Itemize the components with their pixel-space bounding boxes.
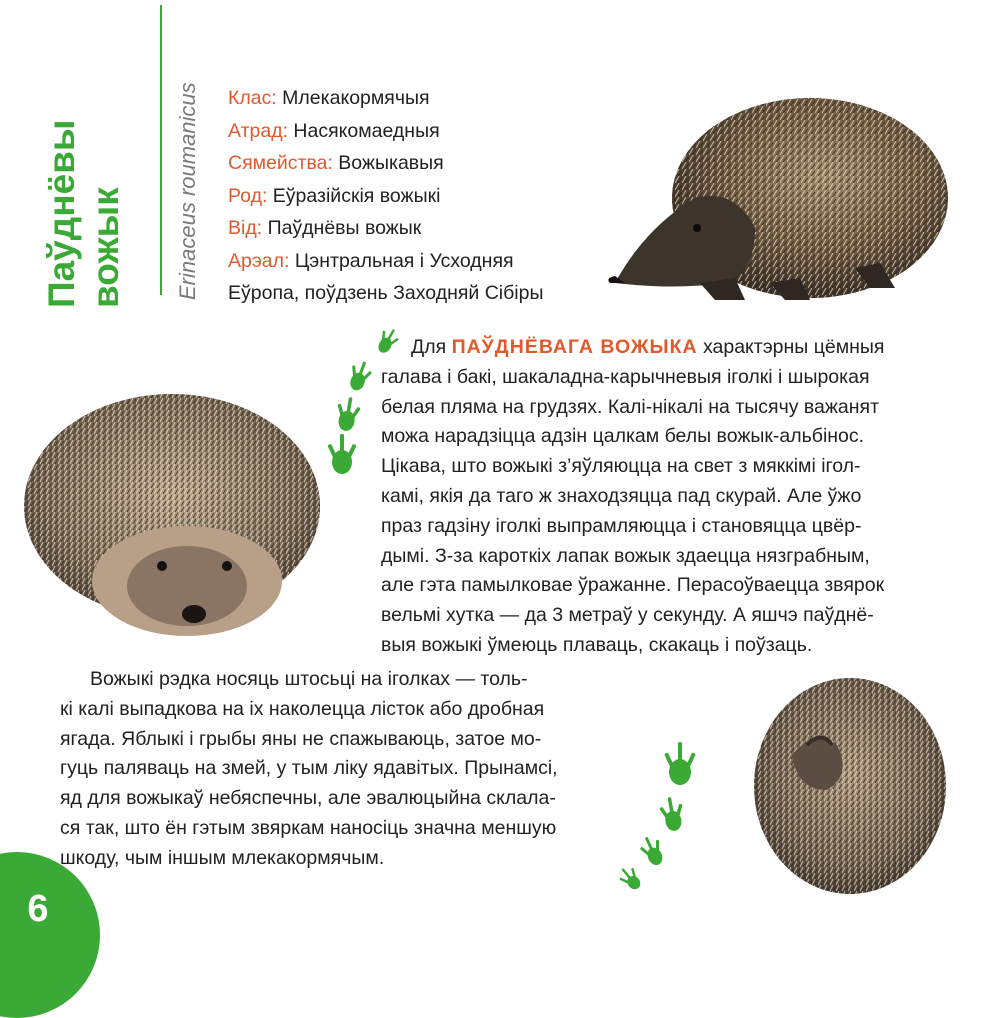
taxonomy-key: Клас: bbox=[228, 87, 277, 109]
paragraph-line: камі, якія да таго ж знаходзяцца пад скурай. Але ўжо bbox=[381, 484, 862, 507]
hedgehog-curled-photo bbox=[752, 675, 948, 897]
paragraph-line bbox=[381, 333, 951, 363]
taxonomy-row bbox=[228, 82, 544, 115]
paragraph-line: Цікава, што вожыкі з’яўляюцца на свет з мяккімі ігол- bbox=[381, 455, 861, 478]
taxonomy-row bbox=[228, 245, 544, 278]
title-divider bbox=[160, 5, 162, 295]
hedgehog-side-photo bbox=[605, 78, 950, 306]
taxonomy-row bbox=[228, 147, 544, 180]
taxonomy-list bbox=[228, 82, 544, 310]
taxonomy-value: Вожыкавыя bbox=[338, 152, 444, 174]
taxonomy-value: Цэнтральная і Усходняя bbox=[294, 249, 514, 272]
paragraph-line: кі калі выпадкова на іх наколецца лісток або дробная bbox=[60, 697, 545, 720]
paragraph-line: можа нарадзіцца адзін цалкам белы вожык-альбінос. bbox=[381, 425, 865, 448]
footprint-icon bbox=[637, 833, 669, 869]
page-number-badge bbox=[0, 852, 100, 1018]
taxonomy-key: Атрад: bbox=[228, 119, 288, 142]
paragraph-line: гуць паляваць на змей, у тым ліку ядавітых. Прынамсі, bbox=[60, 757, 558, 780]
footprint-icon bbox=[664, 742, 696, 785]
footprint-icon bbox=[345, 358, 375, 393]
taxonomy-key: Род: bbox=[228, 184, 268, 207]
paragraph-line: яд для вожыкаў небяспечны, але эвалюцыйна склала- bbox=[60, 787, 556, 810]
paragraph-line: ся так, што ён гэтым звяркам наносіць значна меншую bbox=[60, 816, 557, 839]
hedgehog-front-photo bbox=[22, 386, 322, 638]
taxonomy-key: Сямейства: bbox=[228, 152, 333, 174]
after-highlight: характэрны цёмныя bbox=[702, 336, 885, 358]
taxonomy-row: Еўропа, поўдзень Заходняй Сібіры bbox=[228, 282, 544, 304]
title-block bbox=[40, 108, 160, 308]
paragraph-line: вельмі хутка — да 3 метраў у секунду. А яшчэ паўднё- bbox=[381, 604, 874, 627]
taxonomy-key: Від: bbox=[228, 217, 263, 239]
taxonomy-row bbox=[228, 180, 544, 213]
paragraph-line: галава і бакі, шакаладна-карычневыя іголкі і шырокая bbox=[381, 365, 870, 388]
paragraph-line: белая пляма на грудзях. Калі-нікалі на тысячу важанят bbox=[381, 395, 880, 418]
page-number: 6 bbox=[27, 888, 49, 930]
paragraph-line: дымі. З-за кароткіх лапак вожык здаецца нязграбным, bbox=[381, 544, 870, 567]
paragraph-line: Вожыкі рэдка носяць штосьці на іголках — толь- bbox=[90, 668, 528, 690]
taxonomy-value: Еўразійскія вожыкі bbox=[272, 184, 441, 207]
taxonomy-value: Насякомаедныя bbox=[293, 119, 440, 142]
species-highlight: ПАЎДНЁВАГА ВОЖЫКА bbox=[451, 336, 698, 358]
latin-block bbox=[170, 80, 206, 300]
intro-word: Для bbox=[411, 336, 447, 358]
paragraph-line: але гэта памылковае ўражанне. Перасоўваецца звярок bbox=[381, 574, 885, 597]
paragraph-line: ягада. Яблыкі і грыбы яны не спажываюць, затое мо- bbox=[60, 727, 542, 750]
taxonomy-row bbox=[228, 115, 544, 148]
paragraph-2 bbox=[60, 665, 640, 874]
taxonomy-value: Млекакормячыя bbox=[282, 87, 430, 109]
taxonomy-value: Паўднёвы вожык bbox=[267, 217, 422, 239]
footprint-icon bbox=[658, 795, 687, 833]
latin-name: Erinaceus roumanicus bbox=[175, 82, 200, 300]
footprint-icon bbox=[333, 395, 362, 433]
paragraph-line: праз гадзіну іголкі выпрамляюцца і становяцца цвёр- bbox=[381, 514, 862, 537]
paragraph-line: шкоду, чым іншым млекакормячым. bbox=[60, 846, 385, 869]
paragraph-1 bbox=[381, 333, 951, 661]
taxonomy-key: Арэал: bbox=[228, 249, 290, 272]
paragraph-line: выя вожыкі ўмеюць плаваць, скакаць і поўзаць. bbox=[381, 633, 813, 656]
taxonomy-row bbox=[228, 212, 544, 245]
footprint-icon bbox=[327, 434, 356, 474]
page-title: Паўднёвы вожык bbox=[41, 119, 126, 308]
